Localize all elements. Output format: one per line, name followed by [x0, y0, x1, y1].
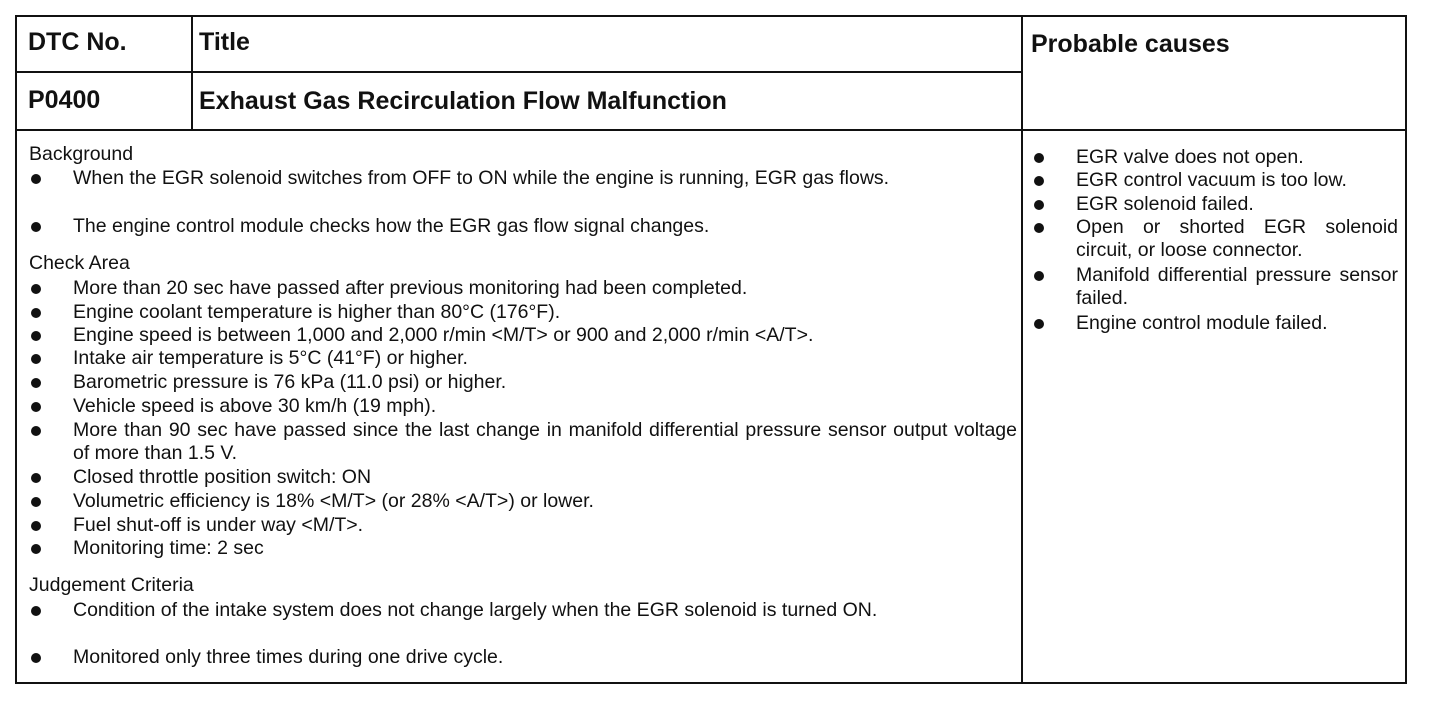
bullet-icon [31, 521, 41, 531]
dtc-code: P0400 [28, 86, 101, 114]
background-heading: Background [29, 143, 134, 165]
dtc-title: Exhaust Gas Recirculation Flow Malfunction [199, 87, 727, 115]
bullet-icon [1034, 271, 1044, 281]
causes-column-divider [1021, 17, 1023, 682]
body-divider [17, 129, 1405, 131]
check-area-item: Engine coolant temperature is higher than 80°C (176°F). [73, 301, 561, 323]
dtc-number-header: DTC No. [28, 28, 127, 56]
probable-cause-item: Engine control module failed. [1076, 312, 1328, 334]
check-area-item: Vehicle speed is above 30 km/h (19 mph). [73, 395, 437, 417]
bullet-icon [31, 473, 41, 483]
check-area-item: Closed throttle position switch: ON [73, 466, 372, 488]
header-divider [17, 71, 1023, 73]
bullet-icon [1034, 153, 1044, 163]
bullet-icon [31, 426, 41, 436]
bullet-icon [31, 354, 41, 364]
background-item: The engine control module checks how the EGR gas flow signal changes. [73, 215, 710, 237]
probable-cause-item: Manifold differential pressure sensor failed. [1076, 264, 1398, 310]
dtc-column-divider [191, 17, 193, 131]
bullet-icon [31, 378, 41, 388]
probable-cause-item: EGR control vacuum is too low. [1076, 169, 1347, 191]
probable-cause-item: Open or shorted EGR solenoid circuit, or loose connector. [1076, 216, 1398, 262]
bullet-icon [1034, 319, 1044, 329]
bullet-icon [31, 402, 41, 412]
dtc-table [15, 15, 1407, 684]
bullet-icon [31, 174, 41, 184]
bullet-icon [1034, 176, 1044, 186]
bullet-icon [31, 284, 41, 294]
check-area-item: Barometric pressure is 76 kPa (11.0 psi) or higher. [73, 371, 507, 393]
judgement-item: Monitored only three times during one drive cycle. [73, 646, 504, 668]
check-area-item: More than 20 sec have passed after previous monitoring had been completed. [73, 277, 748, 299]
bullet-icon [31, 497, 41, 507]
check-area-item: Intake air temperature is 5°C (41°F) or higher. [73, 347, 468, 369]
bullet-icon [31, 544, 41, 554]
judgement-heading: Judgement Criteria [29, 574, 194, 596]
probable-causes-header: Probable causes [1031, 30, 1230, 58]
bullet-icon [31, 222, 41, 232]
bullet-icon [31, 331, 41, 341]
background-item: When the EGR solenoid switches from OFF to ON while the engine is running, EGR gas flows. [73, 167, 890, 189]
probable-cause-item: EGR solenoid failed. [1076, 193, 1254, 215]
bullet-icon [31, 606, 41, 616]
title-header: Title [199, 28, 250, 56]
check-area-heading: Check Area [29, 252, 130, 274]
bullet-icon [1034, 200, 1044, 210]
check-area-item: Engine speed is between 1,000 and 2,000 r/min <M/T> or 900 and 2,000 r/min <A/T>. [73, 324, 814, 346]
check-area-item: More than 90 sec have passed since the last change in manifold differential pressure sensor output voltage of more than 1.5 V. [73, 419, 1017, 465]
bullet-icon [1034, 223, 1044, 233]
check-area-item: Volumetric efficiency is 18% <M/T> (or 28% <A/T>) or lower. [73, 490, 594, 512]
bullet-icon [31, 308, 41, 318]
judgement-item: Condition of the intake system does not change largely when the EGR solenoid is turned ON. [73, 599, 878, 621]
check-area-item: Fuel shut-off is under way <M/T>. [73, 514, 364, 536]
check-area-item: Monitoring time: 2 sec [73, 537, 264, 559]
probable-cause-item: EGR valve does not open. [1076, 146, 1304, 168]
bullet-icon [31, 653, 41, 663]
